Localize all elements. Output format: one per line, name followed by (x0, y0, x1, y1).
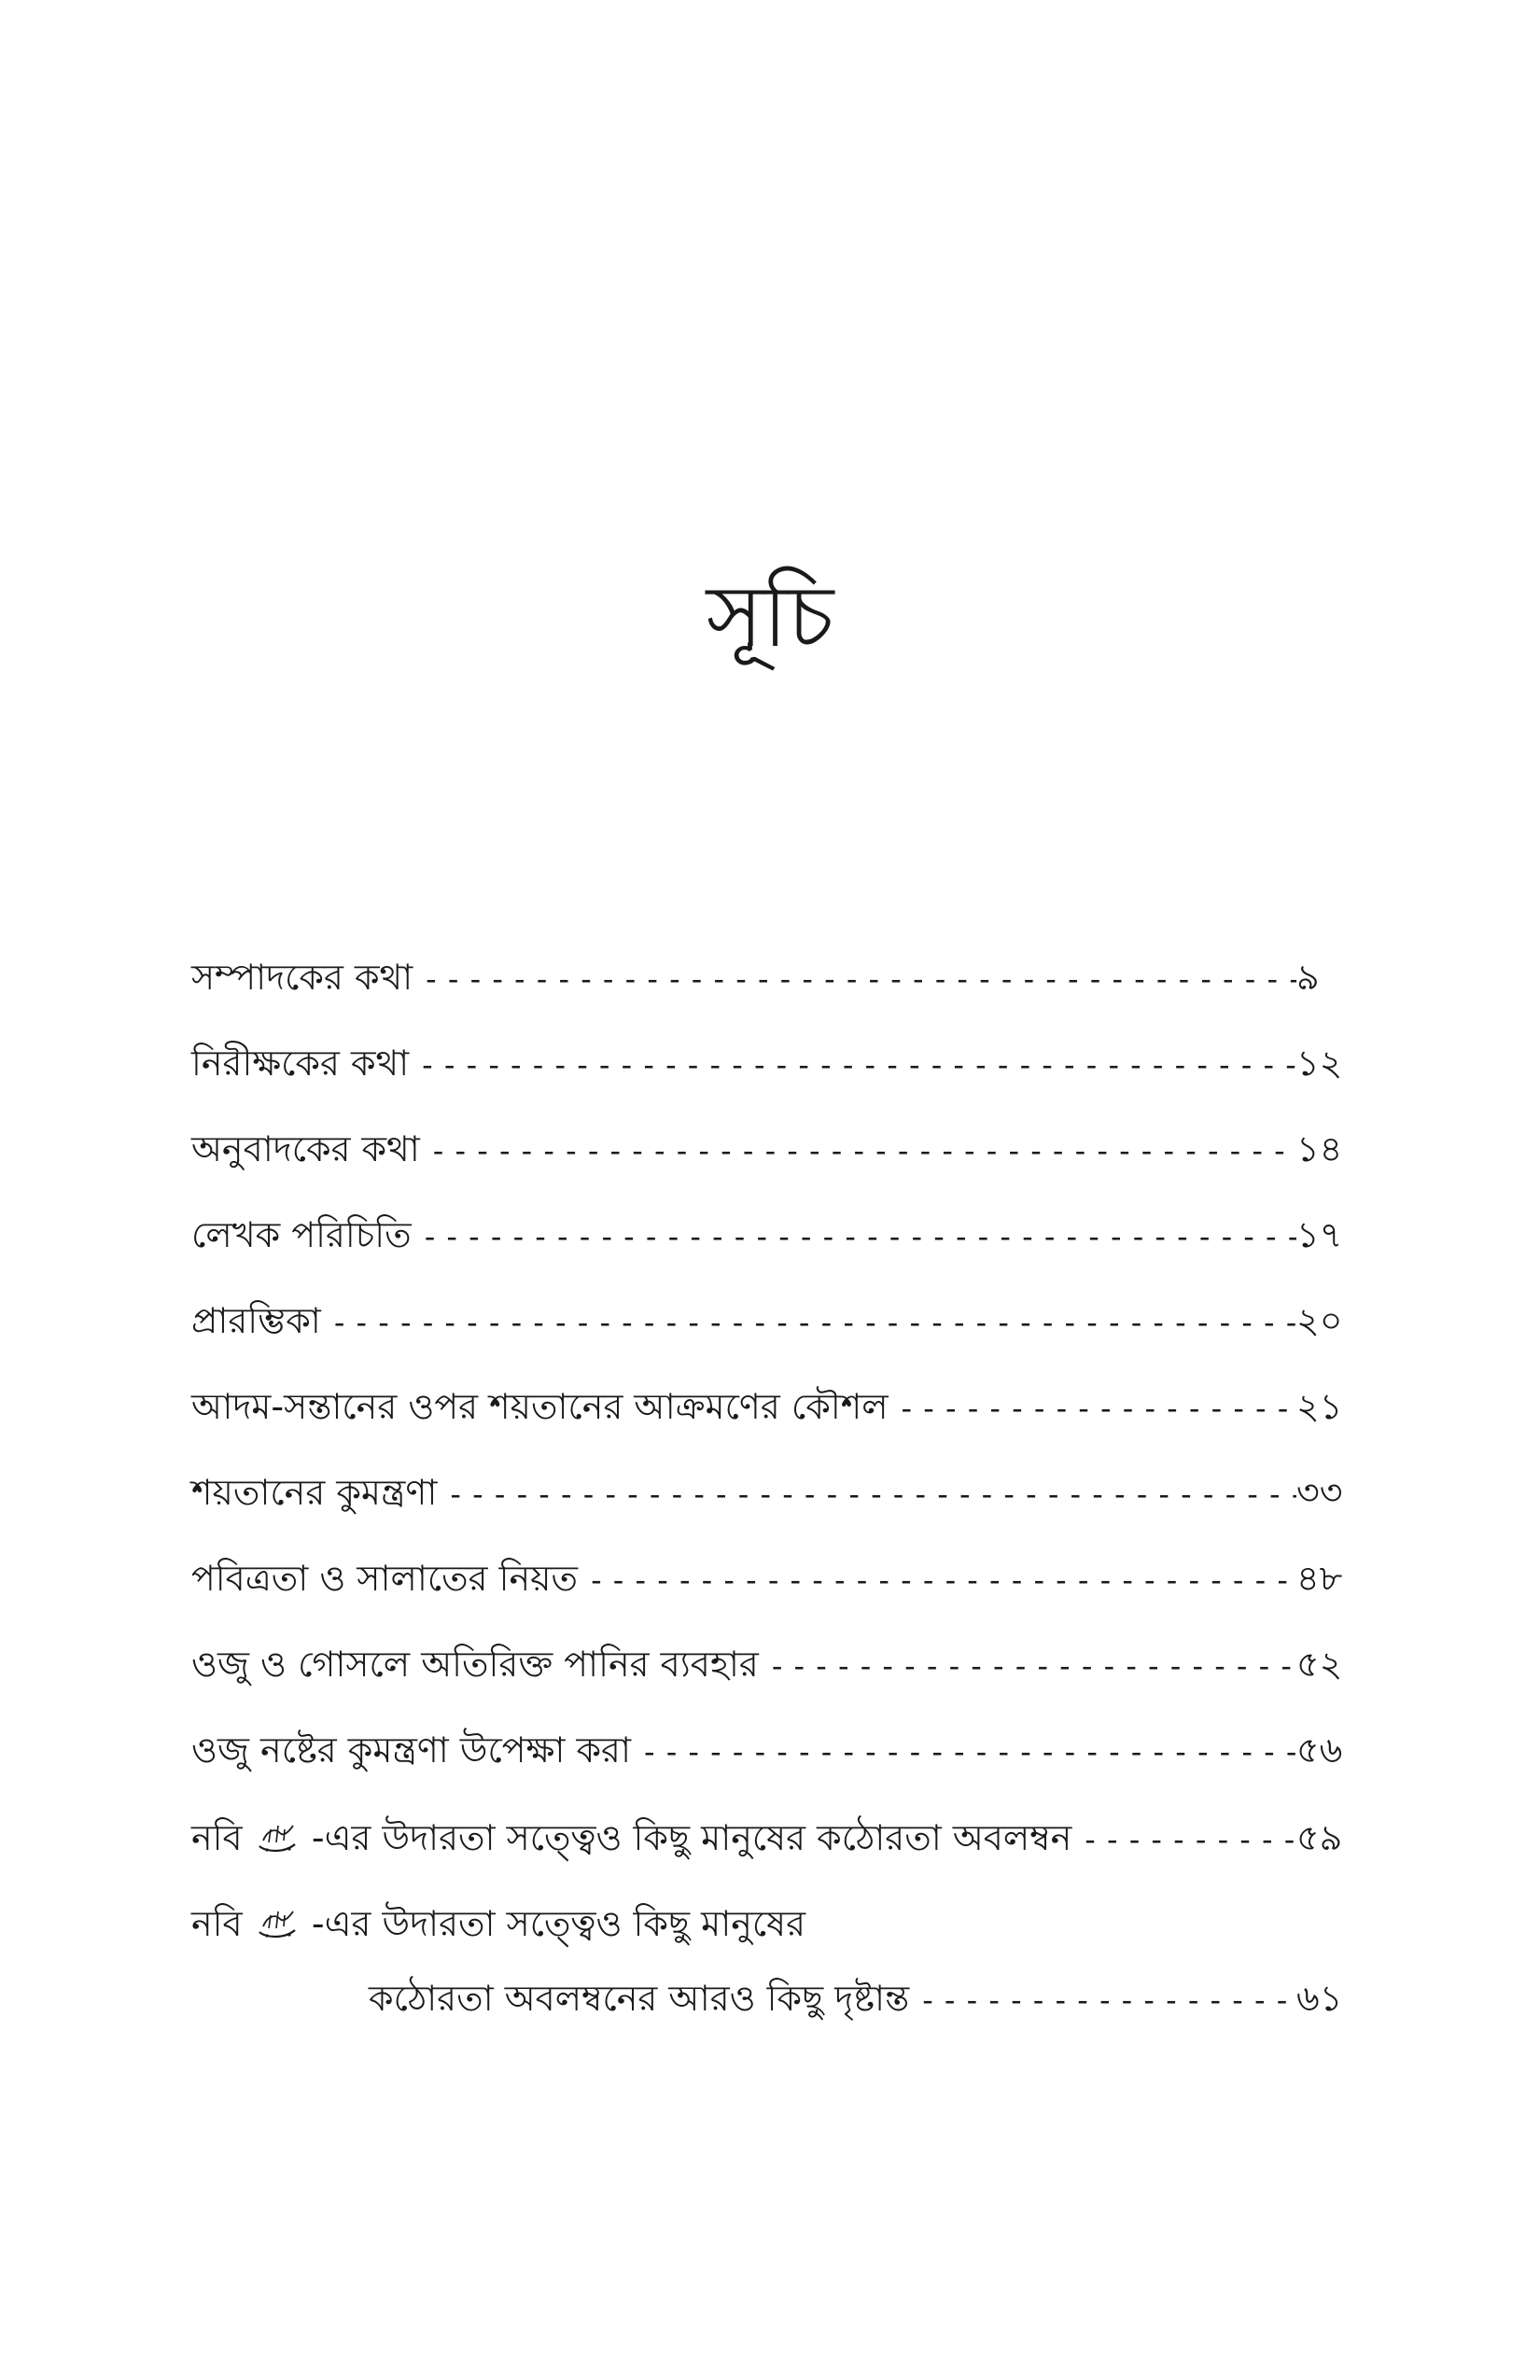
dot-leader (759, 1651, 1296, 1681)
toc-page-number: ৫৯ (1296, 1817, 1343, 1858)
toc-entry[interactable] (191, 959, 1349, 1045)
toc-entry[interactable] (191, 1818, 1349, 1904)
table-of-contents (191, 959, 1349, 2055)
toc-entry[interactable] (191, 1386, 1349, 1475)
dot-leader (578, 1565, 1296, 1595)
toc-page-number: ২০ (1296, 1300, 1343, 1341)
toc-entry-title: সম্পাদকের কথা (191, 957, 413, 998)
page-title: সূচি (706, 567, 834, 666)
toc-page-number: ১৭ (1296, 1214, 1343, 1255)
dot-leader (437, 1479, 1296, 1509)
toc-entry[interactable] (191, 1300, 1349, 1389)
dot-leader (412, 1222, 1296, 1252)
toc-entry-title-prefix: নবি (191, 1817, 243, 1858)
toc-entry-title (191, 1818, 1071, 1857)
dot-leader (420, 1136, 1296, 1166)
toc-entry-title: পবিত্রতা ও সালাতের নিয়ত (191, 1558, 579, 1599)
dot-leader (889, 1393, 1296, 1423)
toc-entry[interactable] (191, 1558, 1349, 1646)
toc-entry-title: লেখক পরিচিতি (191, 1214, 412, 1255)
toc-entry[interactable] (191, 1729, 1349, 1818)
dot-leader (631, 1737, 1296, 1767)
toc-page-number: ১২ (1296, 1043, 1343, 1084)
toc-page-number: ৬১ (1296, 1978, 1343, 2019)
dot-leader (409, 1050, 1296, 1080)
toc-entry[interactable] (191, 1128, 1349, 1217)
toc-entry[interactable] (191, 1214, 1349, 1303)
toc-entry-title: প্রারম্ভিকা (191, 1300, 321, 1341)
toc-entry[interactable] (191, 1646, 1349, 1732)
toc-entry-title-suffix: -এর উদারতা সত্ত্বেও কিছু মানুষের (311, 1903, 806, 1944)
toc-page-number: ১৪ (1296, 1128, 1343, 1169)
toc-page-number: ৪৮ (1296, 1558, 1343, 1599)
toc-entry-title: আদম-সন্তানের ওপর শয়তানের আক্রমণের কৌশল (191, 1386, 889, 1427)
toc-page-number: ৯ (1296, 957, 1320, 998)
toc-entry-title-continuation: কঠোরতা অবলম্বনের আরও কিছু দৃষ্টান্ত (369, 1978, 910, 2019)
toc-entry-title (191, 1904, 805, 1943)
toc-entry-title: নিরীক্ষকের কথা (191, 1043, 410, 1084)
toc-page-number: ৫২ (1296, 1644, 1343, 1685)
toc-entry-title: অনুবাদকের কথা (191, 1128, 420, 1169)
toc-page-number: ৩৩ (1296, 1472, 1343, 1513)
toc-entry[interactable] (191, 1045, 1349, 1131)
toc-page-number: ৫৬ (1296, 1729, 1343, 1771)
dot-leader (413, 964, 1296, 994)
toc-entry-line-1[interactable] (191, 1904, 1349, 1981)
salawat-calligraphy-icon (256, 1818, 299, 1857)
toc-entry-title-prefix: নবি (191, 1903, 243, 1944)
toc-entry-title: ওজু নষ্টের কুমন্ত্রণা উপেক্ষা করা (191, 1729, 631, 1771)
toc-entry-title: ওজু ও গোসলে অতিরিক্ত পানির ব্যবহার (191, 1644, 759, 1685)
dot-leader (909, 1985, 1296, 2015)
toc-page-number: ২১ (1296, 1386, 1343, 1427)
toc-entry-title-suffix: -এর উদারতা সত্ত্বেও কিছু মানুষের কঠোরতা অবলম্বন (311, 1817, 1072, 1858)
dot-leader (321, 1308, 1296, 1337)
dot-leader (1071, 1825, 1296, 1855)
toc-entry-line-2[interactable] (191, 1978, 1349, 2055)
toc-entry[interactable] (191, 1472, 1349, 1561)
salawat-calligraphy-icon (256, 1904, 299, 1943)
toc-entry-title: শয়তানের কুমন্ত্রণা (191, 1472, 438, 1513)
